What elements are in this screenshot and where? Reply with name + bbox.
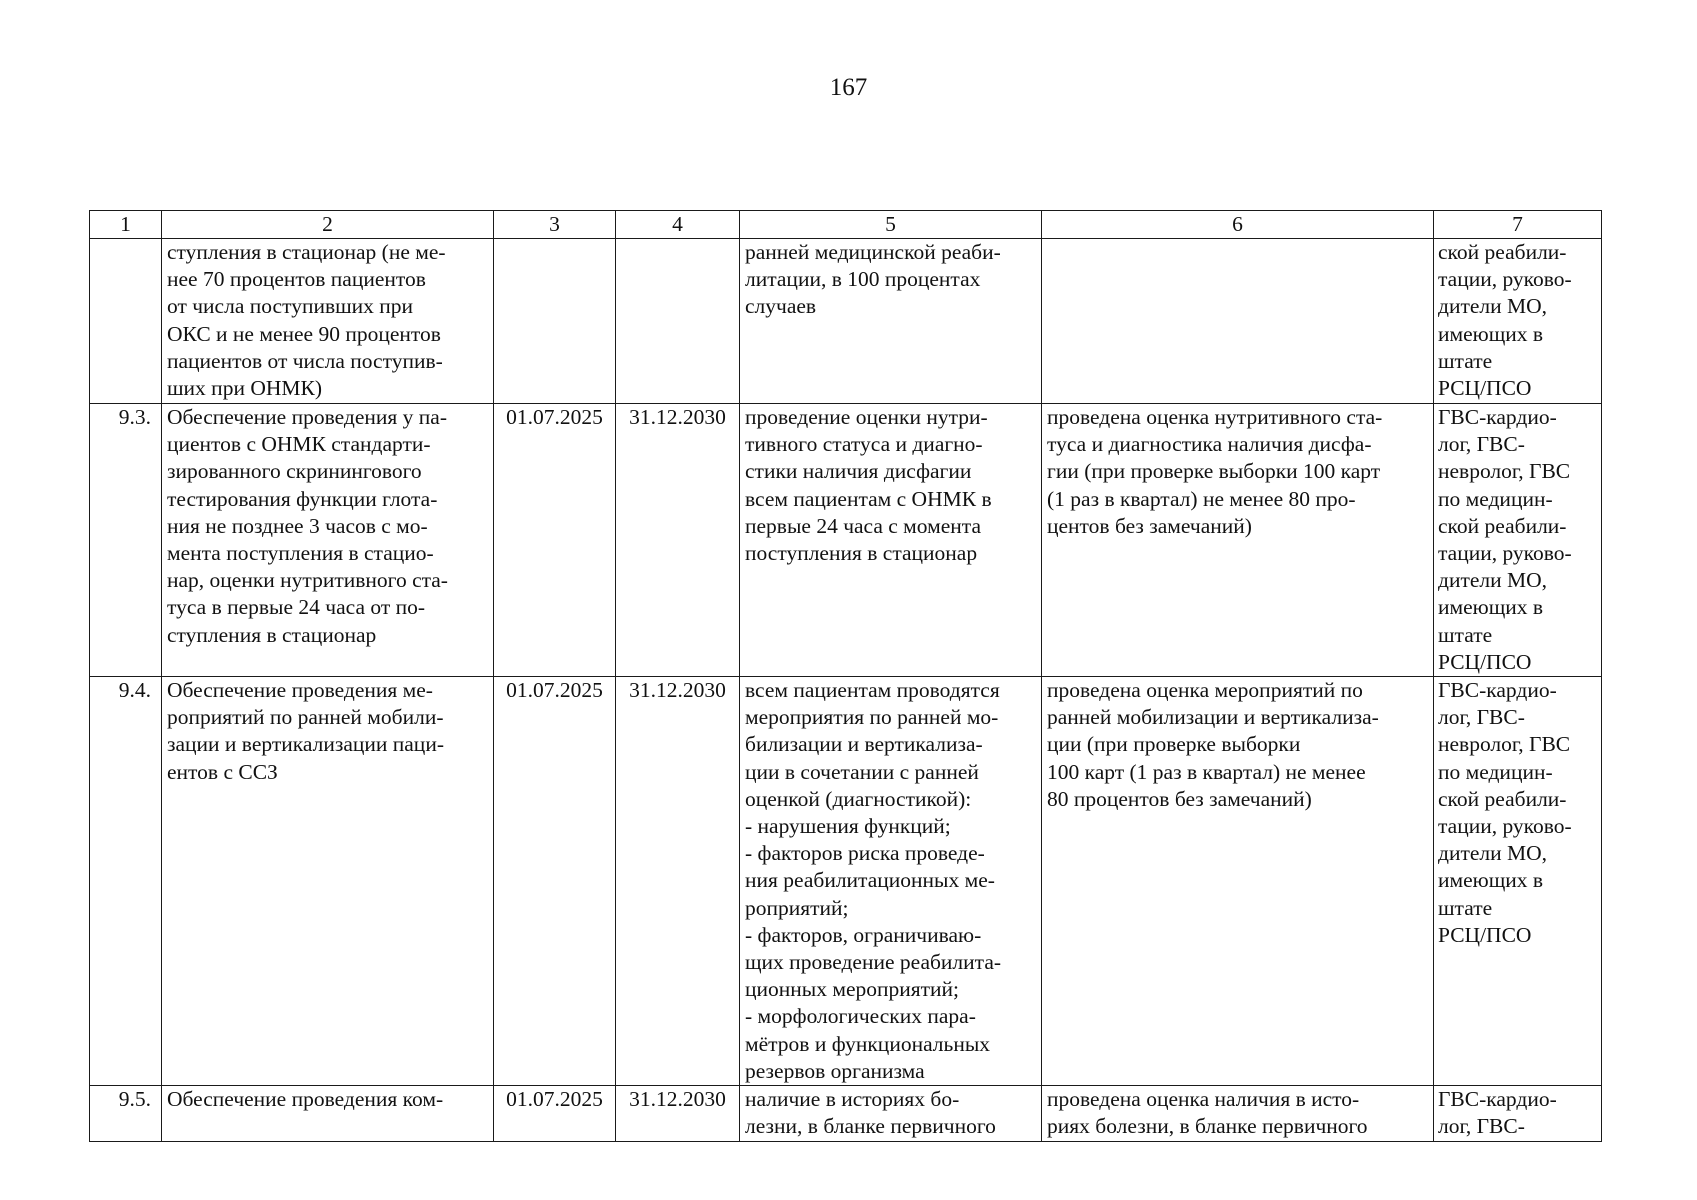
table-row [90,404,1602,677]
start-date-cell: 01.07.2025 [494,404,616,677]
responsible-cell: ГВС-кардио- лог, ГВС- [1434,1086,1602,1142]
column-header: 2 [162,211,494,239]
column-header: 4 [616,211,740,239]
event-cell: Обеспечение проведения у па- циентов с ОНМК стандарти- зированного скринингового тестирования функции глота- ния не позднее 3 часов с мо- мента поступления в стацио- нар, оценки нутритивного ста- туса в первые 24 часа от по- ступления в стационар [162,404,494,677]
column-header: 3 [494,211,616,239]
responsible-cell: ГВС-кардио- лог, ГВС- невролог, ГВС по медицин- ской реабили- тации, руково- дители МО, имеющих в штате РСЦ/ПСО [1434,677,1602,1086]
table-row [90,1086,1602,1142]
table-row [90,677,1602,1086]
column-header: 6 [1042,211,1434,239]
indicator-cell [1042,239,1434,404]
end-date-cell: 31.12.2030 [616,404,740,677]
responsible-cell: ской реабили- тации, руково- дители МО, имеющих в штате РСЦ/ПСО [1434,239,1602,404]
row-number-cell: 9.5. [90,1086,162,1142]
result-cell: всем пациентам проводятся мероприятия по ранней мо- билизации и вертикализа- ции в сочетании с ранней оценкой (диагностикой): - нарушения функций; - факторов риска проведе- ния реабилитационных ме- роприятий; - факторов, ограничиваю- щих проведение реабилита- ционных мероприятий; - морфологических пара- мётров и функциональных резервов организма [740,677,1042,1086]
end-date-cell: 31.12.2030 [616,1086,740,1142]
result-cell: наличие в историях бо- лезни, в бланке первичного [740,1086,1042,1142]
end-date-cell [616,239,740,404]
column-header: 7 [1434,211,1602,239]
event-cell: Обеспечение проведения ком- [162,1086,494,1142]
row-number-cell [90,239,162,404]
table-header-row [90,211,1602,239]
page-number: 167 [829,74,868,101]
start-date-cell: 01.07.2025 [494,1086,616,1142]
row-number-cell: 9.4. [90,677,162,1086]
column-header: 5 [740,211,1042,239]
start-date-cell: 01.07.2025 [494,677,616,1086]
result-cell: проведение оценки нутри- тивного статуса и диагно- стики наличия дисфагии всем пациентам с ОНМК в первые 24 часа с момента поступления в стационар [740,404,1042,677]
event-cell: ступления в стационар (не ме- нее 70 процентов пациентов от числа поступивших при ОКС и не менее 90 процентов пациентов от числа поступив- ших при ОНМК) [162,239,494,404]
indicator-cell: проведена оценка наличия в исто- риях болезни, в бланке первичного [1042,1086,1434,1142]
event-cell: Обеспечение проведения ме- роприятий по ранней мобили- зации и вертикализации паци- ентов с ССЗ [162,677,494,1086]
end-date-cell: 31.12.2030 [616,677,740,1086]
result-cell: ранней медицинской реаби- литации, в 100 процентах случаев [740,239,1042,404]
start-date-cell [494,239,616,404]
indicator-cell: проведена оценка нутритивного ста- туса и диагностика наличия дисфа- гии (при проверке выборки 100 карт (1 раз в квартал) не менее 80 про- центов без замечаний) [1042,404,1434,677]
responsible-cell: ГВС-кардио- лог, ГВС- невролог, ГВС по медицин- ской реабили- тации, руково- дители МО, имеющих в штате РСЦ/ПСО [1434,404,1602,677]
column-header: 1 [90,211,162,239]
row-number-cell: 9.3. [90,404,162,677]
plan-table [89,210,1602,1142]
indicator-cell: проведена оценка мероприятий по ранней мобилизации и вертикализа- ции (при проверке выборки 100 карт (1 раз в квартал) не менее 80 процентов без замечаний) [1042,677,1434,1086]
table-row [90,239,1602,404]
